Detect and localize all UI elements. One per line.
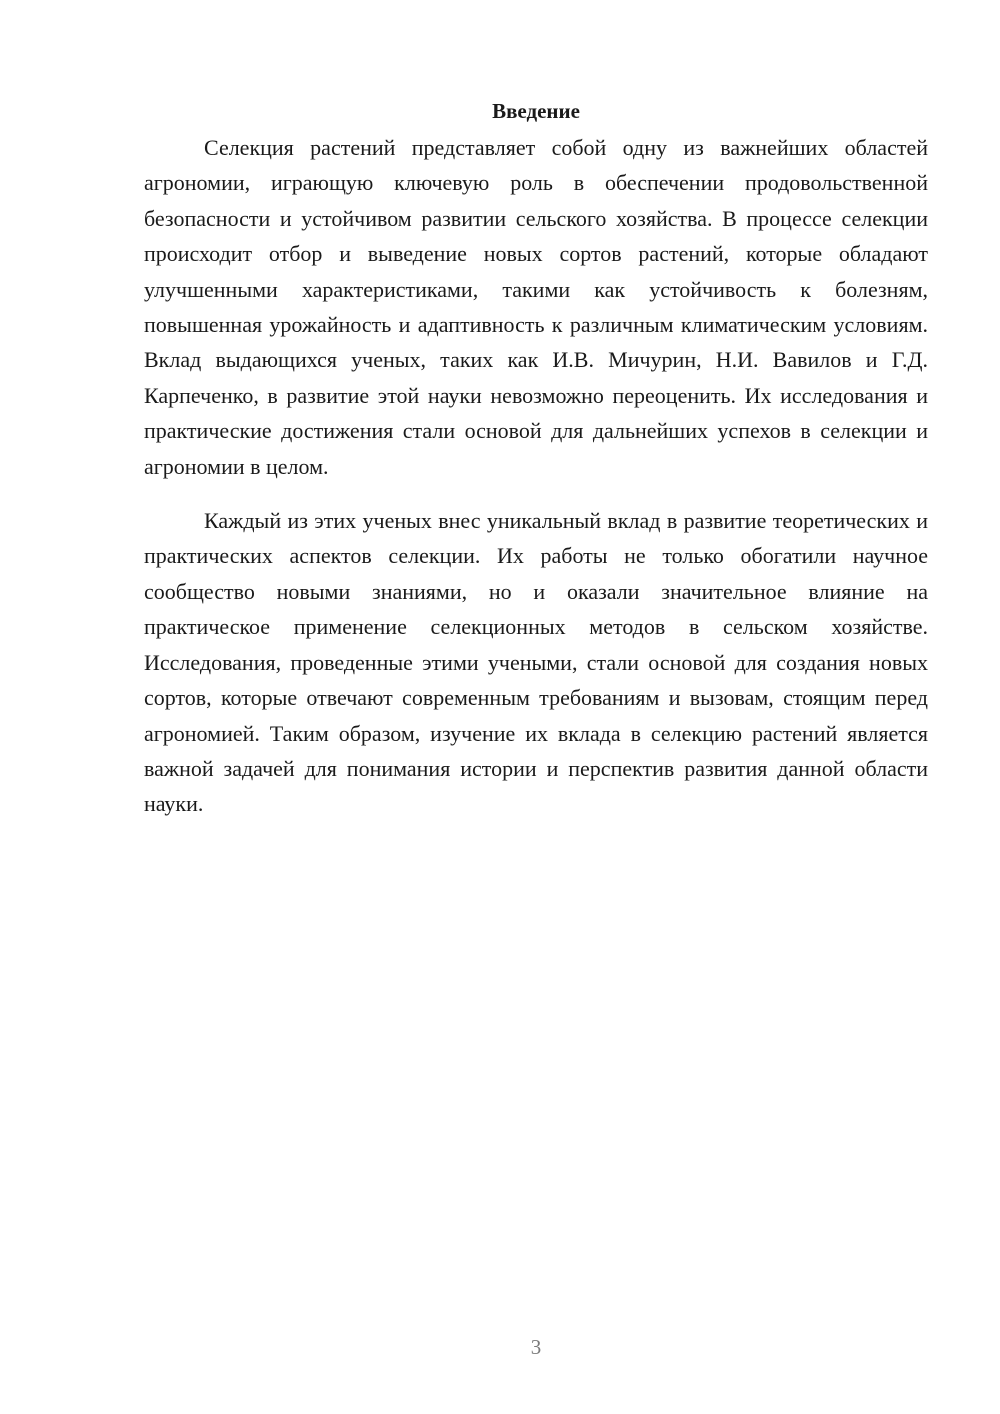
paragraph-1: Селекция растений представляет собой одну из важнейших областей агрономии, играющую ключевую роль в обеспечении продовольственной безопасности и устойчивом развитии сельского хозяйства. В процессе селекции происходит отбор и выведение новых сортов растений, которые обладают улучшенными характеристиками, такими как устойчивость к болезням, повышенная урожайность и адаптивность к различным климатическим условиям. Вклад выдающихся ученых, таких как И.В. Мичурин, Н.И. Вавилов и Г.Д. Карпеченко, в развитие этой науки невозможно переоценить. Их исследования и практические достижения стали основой для дальнейших успехов в селекции и агрономии в целом. bbox=[144, 135, 928, 479]
paragraph-2: Каждый из этих ученых внес уникальный вклад в развитие теоретических и практических аспектов селекции. Их работы не только обогатили научное сообщество новыми знаниями, но и оказали значительное влияние на практическое применение селекционных методов в сельском хозяйстве. Исследования, проведенные этими учеными, стали основой для создания новых сортов, которые отвечают современным требованиям и вызовам, стоящим перед агрономией. Таким образом, изучение их вклада в селекцию растений является важной задачей для понимания истории и перспектив развития данной области науки. bbox=[144, 508, 928, 817]
page-number: 3 bbox=[530, 1335, 542, 1359]
page-content bbox=[144, 96, 928, 822]
section-heading: Введение bbox=[492, 99, 580, 123]
